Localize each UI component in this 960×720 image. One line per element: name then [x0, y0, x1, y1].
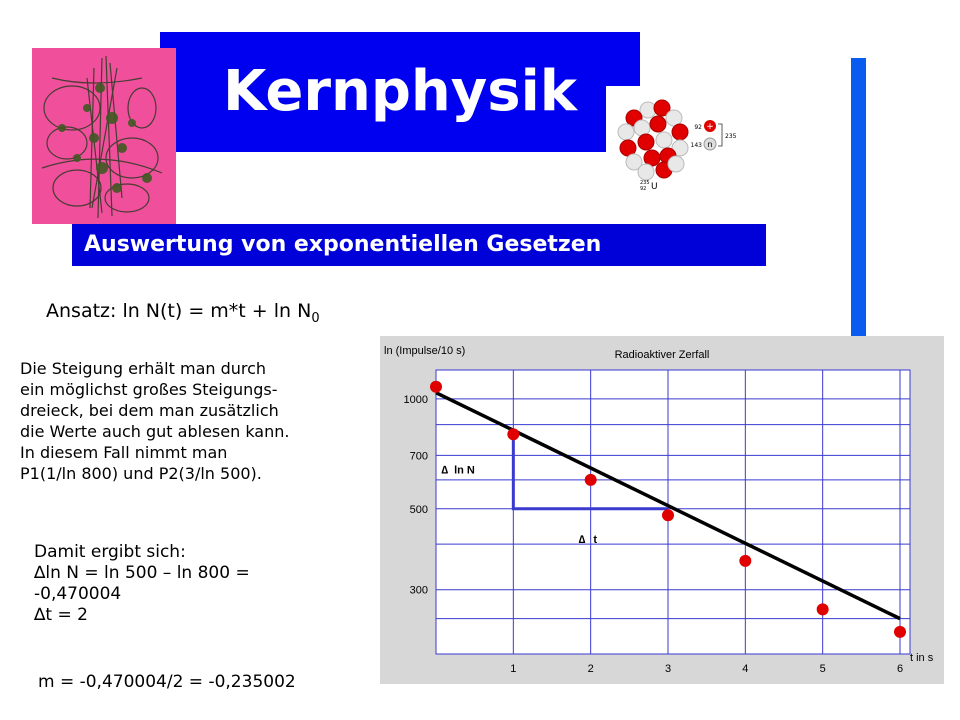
data-point: [894, 626, 906, 638]
result-block: [34, 542, 364, 626]
delta-symbol-t: ∆: [34, 605, 46, 625]
y-tick-label: 300: [409, 584, 428, 597]
chart-title: Radioaktiver Zerfall: [614, 349, 710, 361]
x-axis-label: t in s: [910, 652, 934, 664]
explanation-text: Die Steigung erhält man durch ein möglichst großes Steigungs- dreieck, bei dem man zusätzlich die Werte auch gut ablesen kann. In diesem Fall nimmt man P1(1/ln 800) und P2(3/ln 500).: [20, 359, 290, 483]
ansatz-subscript: 0: [311, 310, 320, 326]
neutron-count: 143: [690, 142, 702, 149]
slope-result: m = -0,470004/2 = -0,235002: [38, 672, 296, 692]
delta-ln-n-value: -0,470004: [34, 584, 122, 604]
x-tick-label: 4: [742, 663, 749, 675]
data-point: [430, 381, 442, 393]
delta-t-line: [34, 605, 364, 626]
data-point: [585, 474, 597, 486]
data-point: [507, 428, 519, 440]
proton-plus: +: [706, 122, 714, 132]
bubble-chamber-photo: [32, 48, 176, 224]
delta-symbol: ∆: [34, 563, 46, 583]
y-tick-label: 500: [409, 503, 428, 516]
data-point: [662, 509, 674, 521]
decorative-side-bar: [851, 58, 866, 343]
x-tick-label: 2: [587, 663, 594, 675]
y-tick-label: 700: [409, 450, 428, 463]
neutron-n: n: [707, 140, 713, 149]
nucleus-icon: [618, 100, 688, 180]
data-point: [817, 603, 829, 615]
x-tick-label: 5: [819, 663, 826, 675]
ansatz-formula: [46, 300, 320, 326]
y-axis-label: ln (Impulse/10 s): [384, 345, 466, 357]
page-title: Kernphysik: [222, 59, 578, 124]
x-tick-label: 3: [664, 663, 672, 675]
triangle-label-v-text: ln N: [454, 464, 475, 477]
isotope-mass-sup: 235: [640, 180, 650, 186]
triangle-label-vertical: [441, 465, 475, 477]
uranium-nucleus-image: [606, 86, 746, 202]
result-intro: Damit ergibt sich:: [34, 542, 186, 562]
x-tick-label: 1: [510, 663, 517, 675]
mass-number: 235: [725, 133, 737, 140]
delta-t-text: t = 2: [45, 605, 88, 625]
decay-chart: [380, 336, 944, 684]
triangle-label-h-text: t: [593, 533, 598, 546]
y-tick-label: 1000: [403, 393, 428, 406]
ansatz-text: Ansatz: ln N(t) = m*t + ln N: [46, 300, 312, 322]
data-point: [739, 555, 751, 567]
delta-ln-n-text: ln N = ln 500 – ln 800 =: [45, 563, 250, 583]
proton-count: 92: [694, 124, 702, 131]
x-tick-label: 6: [896, 663, 904, 675]
triangle-delta-h: ∆: [578, 533, 586, 546]
section-subtitle: Auswertung von exponentiellen Gesetzen: [84, 232, 602, 257]
isotope-symbol: U: [651, 182, 658, 192]
delta-ln-n-line: [34, 563, 364, 584]
triangle-delta-v: ∆: [441, 464, 449, 477]
isotope-z-sub: 92: [640, 186, 647, 192]
